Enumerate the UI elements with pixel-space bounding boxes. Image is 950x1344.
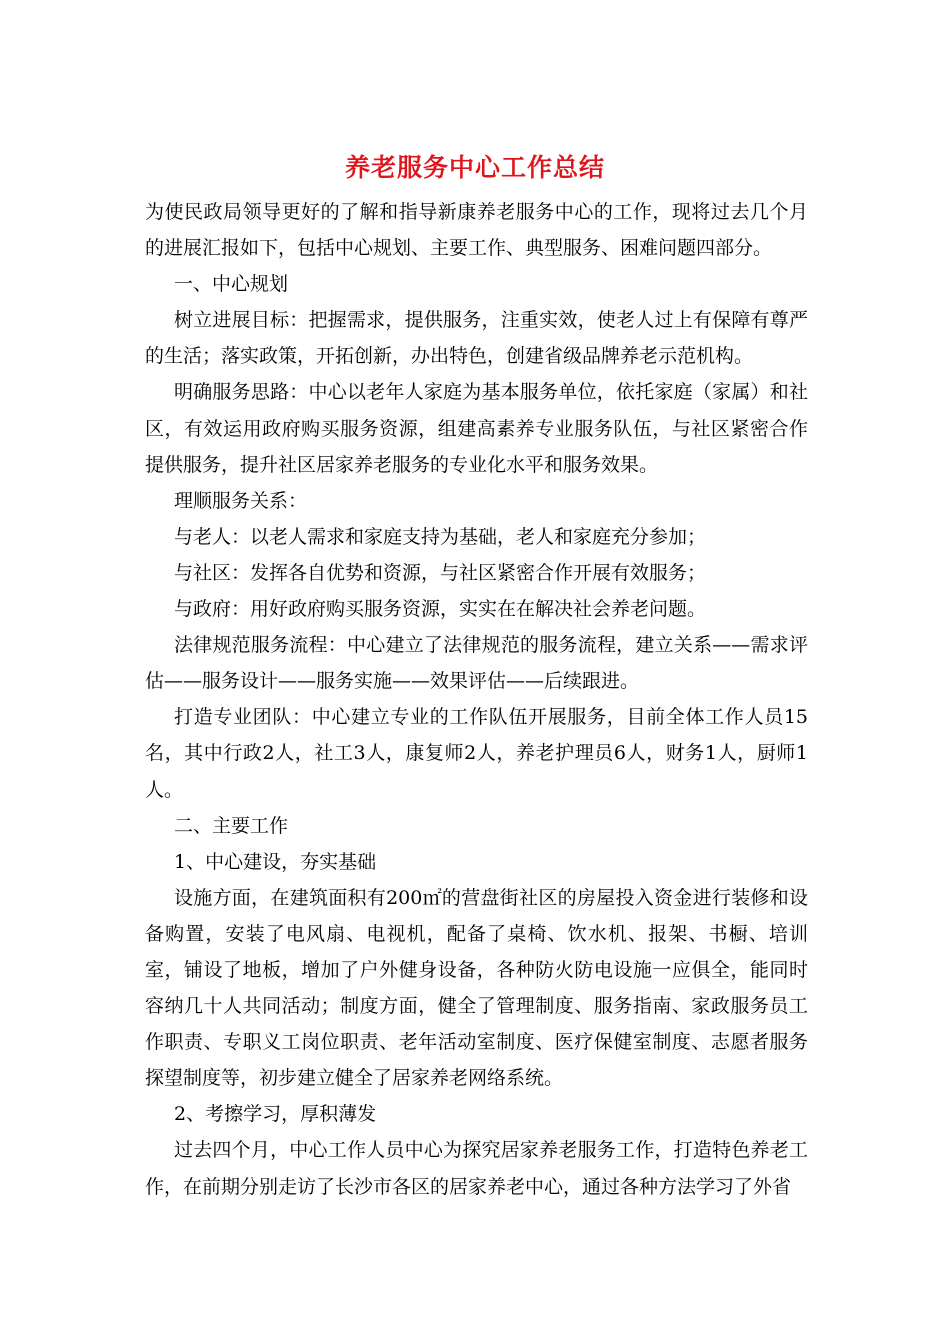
paragraph-team: 打造专业团队：中心建立专业的工作队伍开展服务，目前全体工作人员15名，其中行政2人，社工3人，康复师2人，养老护理员6人，财务1人，厨师1人。 <box>145 706 808 801</box>
paragraph-relation-elderly: 与老人：以老人需求和家庭支持为基础，老人和家庭充分参加； <box>174 525 707 548</box>
intro-paragraph: 为使民政局领导更好的了解和指导新康养老服务中心的工作，现将过去几个月的进展汇报如下，包括中心规划、主要工作、典型服务、困难问题四部分。 <box>145 201 808 260</box>
section-heading-planning: 一、中心规划 <box>174 273 289 296</box>
paragraph-study: 过去四个月，中心工作人员中心为探究居家养老服务工作，打造特色养老工作，在前期分别走访了长沙市各区的居家养老中心，通过各种方法学习了外省 <box>145 1139 808 1198</box>
paragraph-service-process: 法律规范服务流程：中心建立了法律规范的服务流程，建立关系——需求评估——服务设计——服务实施——效果评估——后续跟进。 <box>145 634 808 693</box>
paragraph-service-relations: 理顺服务关系： <box>174 489 308 512</box>
document-title: 养老服务中心工作总结 <box>344 153 605 182</box>
subheading-center-building: 1、中心建设，夯实基础 <box>174 850 377 873</box>
section-heading-main-work: 二、主要工作 <box>174 814 289 837</box>
paragraph-service-approach: 明确服务思路：中心以老年人家庭为基本服务单位，依托家庭（家属）和社区，有效运用政府购买服务资源，组建高素养专业服务队伍，与社区紧密合作提供服务，提升社区居家养老服务的专业化水平和服务效果。 <box>145 381 808 476</box>
paragraph-facilities: 设施方面，在建筑面积有200㎡的营盘街社区的房屋投入资金进行装修和设备购置，安装了电风扇、电视机，配备了桌椅、饮水机、报架、书橱、培训室，铺设了地板，增加了户外健身设备，各种防火防电设施一应俱全，能同时容纳几十人共同活动；制度方面，健全了管理制度、服务指南、家政服务员工作职责、专职义工岗位职责、老年活动室制度、医疗保健室制度、志愿者服务探望制度等，初步建立健全了居家养老网络系统。 <box>145 886 808 1090</box>
paragraph-goals: 树立进展目标：把握需求，提供服务，注重实效，使老人过上有保障有尊严的生活；落实政策，开拓创新，办出特色，创建省级品牌养老示范机构。 <box>145 309 808 368</box>
document-body <box>145 194 808 1205</box>
paragraph-relation-government: 与政府：用好政府购买服务资源，实实在在解决社会养老问题。 <box>174 598 707 621</box>
paragraph-relation-community: 与社区：发挥各自优势和资源，与社区紧密合作开展有效服务； <box>174 561 707 584</box>
subheading-study: 2、考擦学习，厚积薄发 <box>174 1103 377 1126</box>
